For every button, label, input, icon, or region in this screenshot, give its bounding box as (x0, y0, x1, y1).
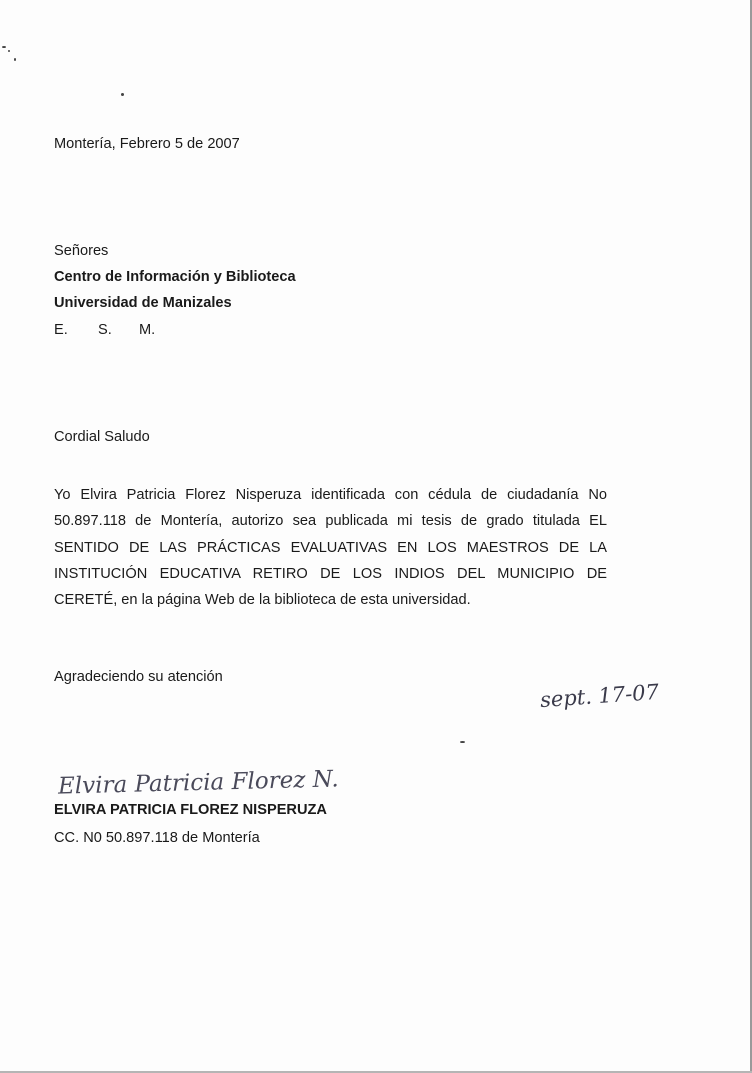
scan-speck (14, 58, 16, 61)
scan-speck (121, 93, 124, 96)
recipient-line-2: Universidad de Manizales (54, 295, 232, 311)
handwritten-date: sept. 17-07 (539, 679, 660, 713)
recipient-salutation: Señores (54, 243, 109, 259)
closing: Agradeciendo su atención (54, 669, 223, 685)
signer-id: CC. N0 50.897.118 de Montería (54, 830, 260, 846)
esm-s: S. (98, 322, 112, 338)
esm-m: M. (139, 322, 156, 338)
greeting: Cordial Saludo (54, 429, 150, 445)
recipient-line-1: Centro de Información y Biblioteca (54, 269, 296, 285)
scan-speck (2, 46, 6, 48)
scan-speck (8, 50, 10, 52)
esm-e: E. (54, 322, 68, 338)
body-paragraph: Yo Elvira Patricia Florez Nisperuza identificada con cédula de ciudadanía No 50.897.118 de Montería, autorizo sea publicada mi tesis de grado titulada EL SENTIDO DE LAS PRÁCTICAS EVALUATIVAS EN LOS MAESTROS DE LA INSTITUCIÓN EDUCATIVA RETIRO DE LOS INDIOS DEL MUNICIPIO DE CERETÉ, en la página Web de la biblioteca de esta universidad. (54, 487, 607, 609)
place-date: Montería, Febrero 5 de 2007 (54, 136, 240, 152)
signer-name: ELVIRA PATRICIA FLOREZ NISPERUZA (54, 802, 327, 818)
scan-speck (460, 741, 465, 743)
signature: Elvira Patricia Florez N. (57, 766, 339, 800)
